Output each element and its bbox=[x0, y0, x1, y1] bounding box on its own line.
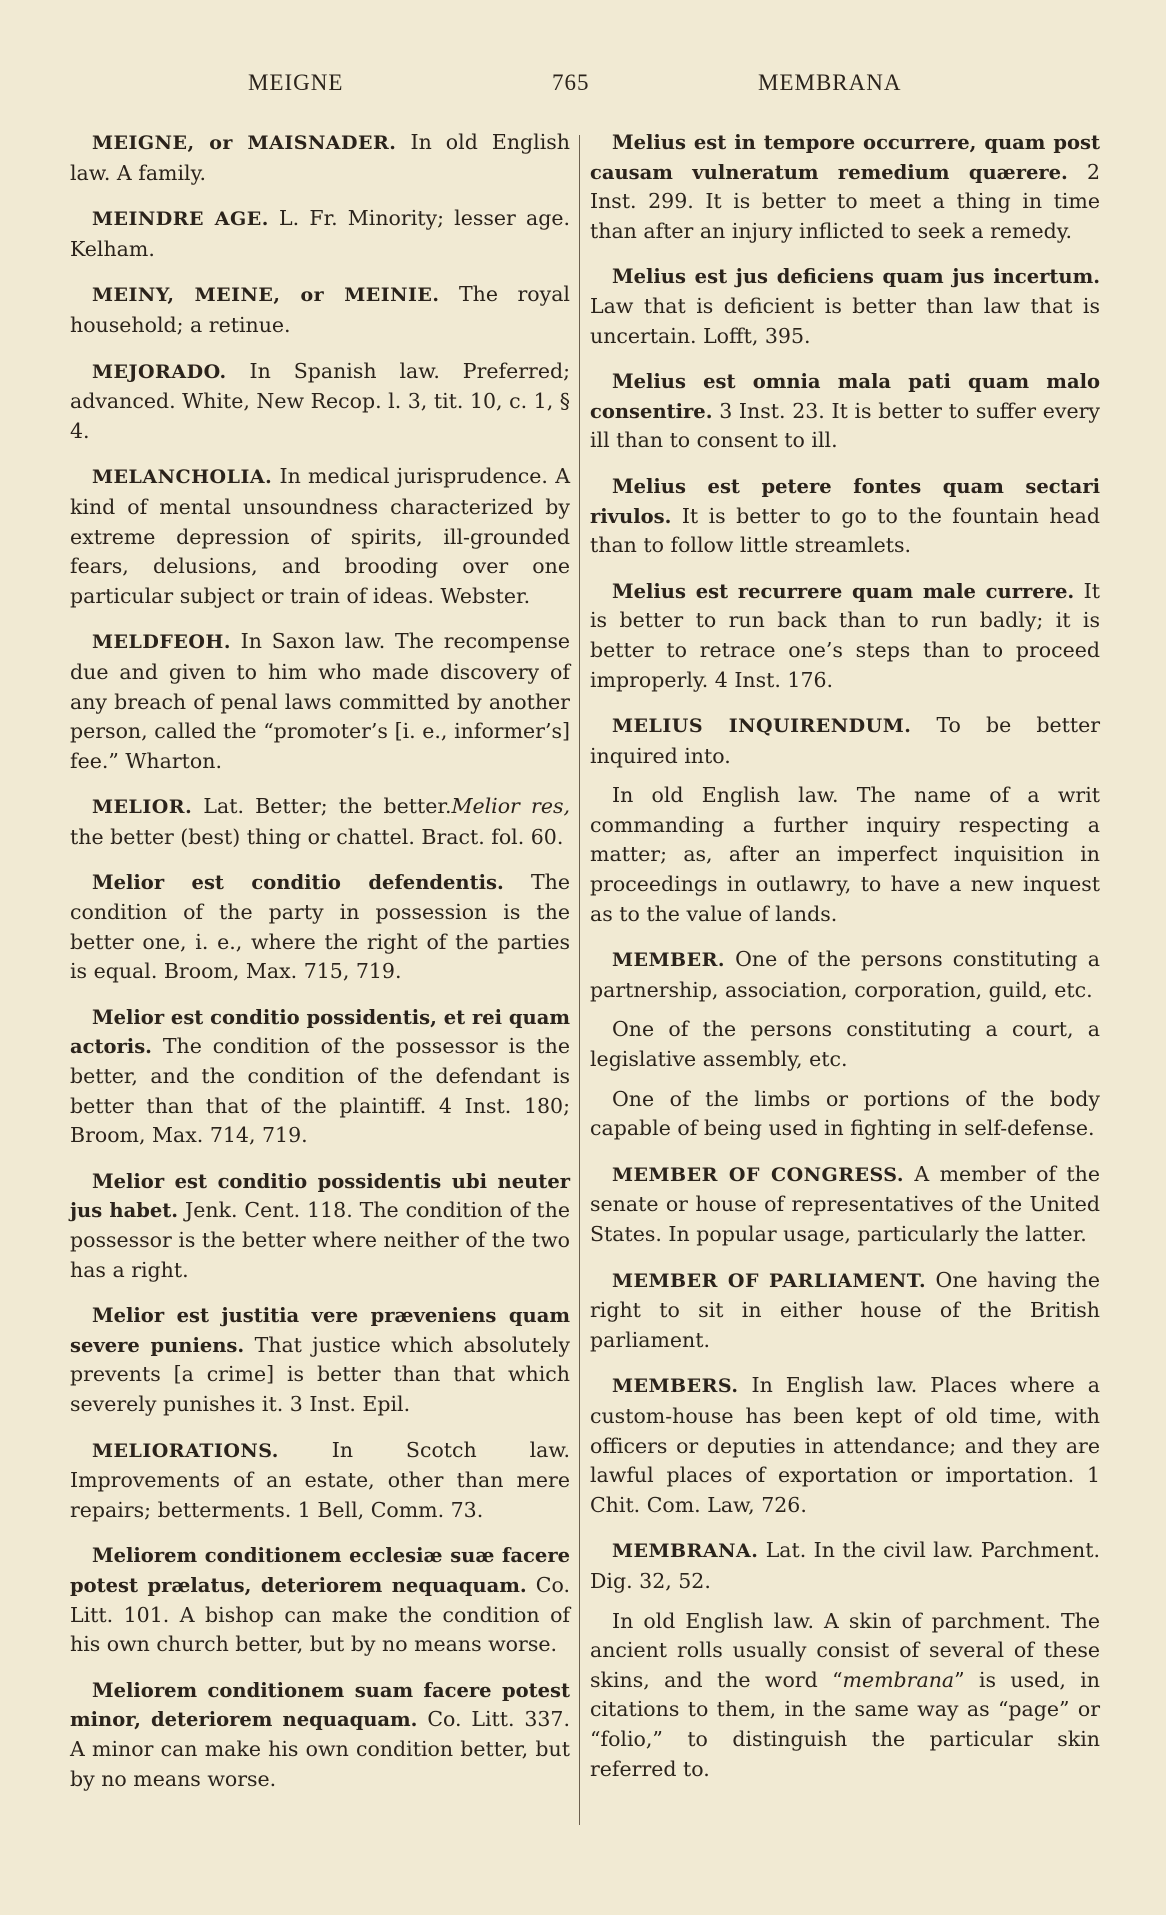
entry-headword: MEINY, MEINE, or MEINIE. bbox=[92, 284, 440, 307]
entry-maxim: Melius est in tempore occurrere, quam post causam vulneratum remedium quærere. bbox=[590, 131, 1100, 184]
entry-text: It is better to go to the fountain head than to follow little streamlets. bbox=[590, 503, 1100, 558]
entry-text: Law that is deficient is better than law that is uncertain. Lofft, 395. bbox=[590, 293, 1100, 348]
dictionary-entry bbox=[590, 1015, 1100, 1074]
entry-headword: MEMBER OF PARLIAMENT. bbox=[612, 1269, 927, 1292]
entry-text: Co. Litt. 101. A bishop can make the condition of his own church better, but by no means worse. bbox=[70, 1572, 570, 1657]
dictionary-entry bbox=[590, 262, 1100, 351]
entry-text: That justice which absolutely prevents [a crime] is better than that which severely punishes it. 3 Inst. Epil. bbox=[70, 1332, 570, 1416]
dictionary-entry bbox=[70, 1003, 570, 1151]
dictionary-entry bbox=[70, 1541, 570, 1659]
entry-headword: MELIOR. bbox=[92, 796, 193, 819]
dictionary-entry bbox=[590, 1266, 1100, 1356]
entry-maxim: Meliorem conditionem ecclesiæ suæ facere potest prælatus, deteriorem nequaquam. bbox=[70, 1544, 570, 1597]
entry-maxim: Melior est justitia vere præveniens quam severe puniens. bbox=[70, 1304, 570, 1357]
page-header bbox=[0, 70, 1166, 110]
dictionary-entry bbox=[70, 204, 570, 264]
entry-italic: Melior res, bbox=[451, 794, 570, 819]
entry-text: In old English law. A skin of parchment. The ancient rolls usually consist of several of these skins, and the word “ bbox=[590, 1608, 1100, 1692]
entry-maxim: Melius est omnia mala pati quam malo consentire. bbox=[590, 370, 1100, 423]
dictionary-entry bbox=[70, 1436, 570, 1526]
dictionary-entry bbox=[70, 627, 570, 776]
entry-text: One of the persons constituting a court, a legislative assembly, etc. bbox=[590, 1017, 1100, 1072]
dictionary-entry bbox=[70, 1676, 570, 1794]
entry-headword: MEMBER OF CONGRESS. bbox=[612, 1163, 904, 1186]
header-right-guide-word: MEMBRANA bbox=[758, 70, 902, 95]
entry-text: L. Fr. Minority; lesser age. Kelham. bbox=[70, 206, 570, 261]
entry-headword: MELANCHOLIA. bbox=[92, 466, 273, 489]
dictionary-entry bbox=[590, 1607, 1100, 1785]
dictionary-entry bbox=[70, 1301, 570, 1419]
dictionary-entry bbox=[590, 1085, 1100, 1144]
entry-maxim: Melius est recurrere quam male currere. bbox=[612, 579, 1075, 603]
dictionary-entry bbox=[590, 128, 1100, 246]
entry-headword: MEIGNE, or MAISNADER. bbox=[92, 132, 397, 154]
entry-maxim: Melior est conditio defendentis. bbox=[92, 871, 504, 895]
entry-text: In Spanish law. Preferred; advanced. White, New Recop. l. 3, tit. 10, c. 1, § 4. bbox=[70, 358, 570, 443]
entry-text: In old English law. The name of a writ commanding a further inquiry respecting a matter; as, after an imperfect inquisition in proceedings in outlawry, to have a new inquest as to the value of lands. bbox=[590, 783, 1100, 926]
entry-text: In Scotch law. Improvements of an estate, other than mere repairs; betterments. 1 Bell, Comm. 73. bbox=[70, 1437, 570, 1522]
dictionary-entry bbox=[590, 1160, 1100, 1250]
entry-text: 2 Inst. 299. It is better to meet a thing in time than after an injury inflicted to seek a remedy. bbox=[590, 159, 1100, 243]
column-divider bbox=[579, 135, 580, 1825]
header-left-guide-word: MEIGNE bbox=[248, 70, 344, 95]
entry-text-continued: the better (best) thing or chattel. Bract. fol. 60. bbox=[70, 824, 564, 849]
entry-text: To be better inquired into. bbox=[590, 713, 1101, 768]
entry-text: One having the right to sit in either house of the British parliament. bbox=[590, 1267, 1100, 1352]
entry-headword: MELIORATIONS. bbox=[92, 1439, 279, 1462]
entry-headword: MEINDRE AGE. bbox=[92, 208, 269, 231]
dictionary-entry bbox=[70, 462, 570, 611]
entry-text: One of the limbs or portions of the body capable of being used in fighting in self-defense. bbox=[590, 1086, 1100, 1141]
entry-text: Lat. Better; the better. bbox=[192, 794, 452, 819]
right-column bbox=[590, 128, 1100, 1800]
dictionary-entry bbox=[70, 1167, 570, 1285]
entry-text: Jenk. Cent. 118. The condition of the possessor is the better where neither of the two has a right. bbox=[70, 1198, 570, 1282]
dictionary-entry bbox=[70, 128, 570, 188]
entry-headword: MELDFEOH. bbox=[92, 631, 231, 654]
entry-headword: MEJORADO. bbox=[92, 360, 227, 383]
dictionary-entry bbox=[590, 1536, 1100, 1596]
left-column bbox=[70, 128, 570, 1810]
dictionary-entry bbox=[590, 1371, 1100, 1520]
entry-text: In old English law. A family. bbox=[70, 130, 571, 185]
dictionary-entry bbox=[590, 781, 1100, 929]
dictionary-entry bbox=[590, 367, 1100, 456]
dictionary-entry bbox=[590, 711, 1100, 771]
entry-text: It is better to run back than to run badly; it is better to retrace one’s steps than to proceed improperly. 4 Inst. 176. bbox=[590, 578, 1100, 692]
entry-headword: MELIUS INQUIRENDUM. bbox=[612, 715, 912, 738]
entry-text: The condition of the possessor is the better, and the condition of the defendant is better than that of the plaintiff. 4 Inst. 180; Broom, Max. 714, 719. bbox=[70, 1034, 570, 1148]
entry-maxim: Meliorem conditionem suam facere potest minor, deteriorem nequaquam. bbox=[70, 1678, 570, 1732]
entry-maxim: Melior est conditio possidentis ubi neuter jus habet. bbox=[70, 1169, 570, 1223]
entry-headword: MEMBERS. bbox=[612, 1375, 739, 1398]
entry-text: In Saxon law. The recompense due and given to him who made discovery of any breach of penal laws committed by another person, called the “promoter’s [i. e., informer’s] fee.” Wharton. bbox=[70, 629, 570, 773]
entry-text: Co. Litt. 337. A minor can make his own condition better, but by no means worse. bbox=[70, 1707, 570, 1791]
entry-headword: MEMBRANA. bbox=[612, 1540, 759, 1563]
entry-text: In English law. Places where a custom-house has been kept of old time, with officers or deputies in attendance; and they are lawful places of exportation or importation. 1 Chit. Com. Law, 726. bbox=[590, 1373, 1100, 1517]
entry-headword: MEMBER. bbox=[612, 949, 725, 972]
entry-text: A member of the senate or house of representatives of the United States. In popular usage, particularly the latter. bbox=[590, 1161, 1100, 1246]
entry-text: The condition of the party in possession is the better one, i. e., where the right of the parties is equal. Broom, Max. 715, 719. bbox=[70, 870, 570, 984]
entry-text: One of the persons constituting a partnership, association, corporation, guild, etc. bbox=[590, 947, 1100, 1002]
dictionary-entry bbox=[70, 280, 570, 340]
entry-text: 3 Inst. 23. It is better to suffer every ill than to consent to ill. bbox=[590, 398, 1100, 453]
entry-maxim: Melior est conditio possidentis, et rei quam actoris. bbox=[70, 1005, 570, 1059]
dictionary-entry bbox=[590, 577, 1100, 695]
entry-maxim: Melius est jus deficiens quam jus incertum. bbox=[612, 265, 1100, 289]
dictionary-entry bbox=[590, 472, 1100, 561]
entry-text-continued: ” is used, in citations to them, in the same way as “page” or “folio,” to distinguish the particular skin referred to. bbox=[590, 1667, 1100, 1781]
entry-italic: membrana bbox=[842, 1667, 955, 1692]
dictionary-entry bbox=[70, 792, 570, 852]
dictionary-entry bbox=[70, 868, 570, 986]
dictionary-entry bbox=[590, 945, 1100, 1005]
dictionary-entry bbox=[70, 357, 570, 447]
entry-text: The royal household; a retinue. bbox=[70, 282, 570, 337]
entry-text: In medical jurisprudence. A kind of mental unsoundness characterized by extreme depression of spirits, ill-grounded fears, delusions, and brooding over one particular subject or train of ideas. Webster. bbox=[70, 464, 570, 608]
entry-text: Lat. In the civil law. Parchment. Dig. 32, 52. bbox=[590, 1538, 1100, 1593]
page-number: 765 bbox=[552, 70, 590, 95]
entry-maxim: Melius est petere fontes quam sectari rivulos. bbox=[590, 474, 1100, 528]
